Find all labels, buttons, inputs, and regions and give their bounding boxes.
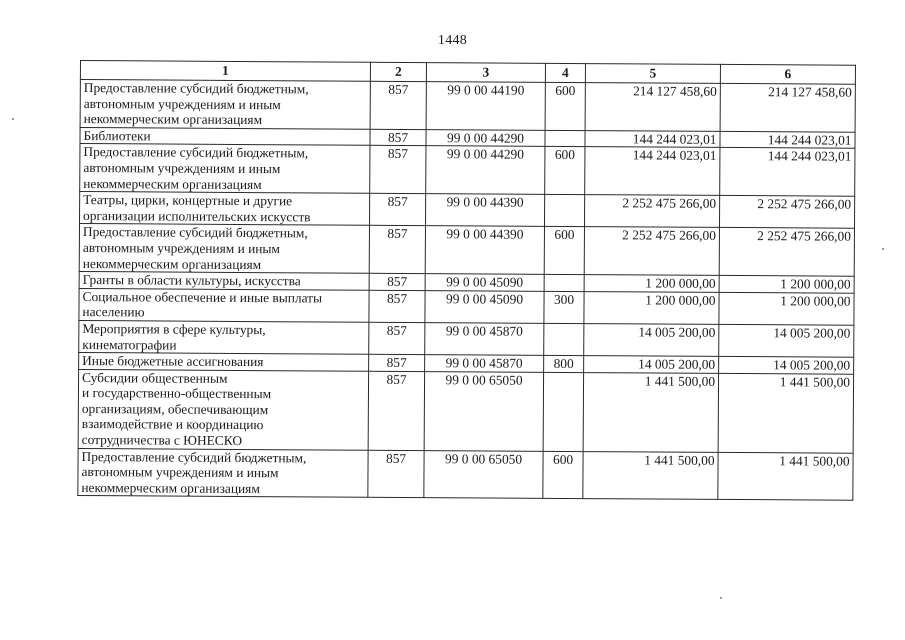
ministry-code-cell: 857 (369, 193, 425, 226)
row-name-cell (78, 369, 368, 450)
amount-col5-cell: 214 127 458,60 (585, 83, 720, 132)
target-code-cell: 99 0 00 45870 (425, 355, 544, 372)
row-name-line: Библиотеки (83, 127, 151, 144)
table-row (80, 80, 855, 133)
target-code-cell: 99 0 00 45090 (425, 274, 544, 291)
amount-col6-cell: 1 441 500,00 (718, 452, 853, 501)
row-name-cell (79, 272, 369, 290)
ministry-code-cell: 857 (370, 81, 426, 129)
amount-col5-cell: 2 252 475 266,00 (584, 195, 719, 228)
table-row (79, 320, 854, 357)
expense-type-cell (545, 130, 585, 147)
row-name-line: Гранты в области культуры, искусства (82, 272, 301, 289)
ministry-code-cell: 857 (369, 354, 425, 371)
header-cell-5: 5 (585, 64, 720, 84)
ministry-code-cell: 857 (368, 450, 424, 498)
target-code-cell: 99 0 00 44290 (426, 146, 545, 195)
ministry-code-cell: 857 (369, 273, 425, 290)
row-name-line: некоммерческим организациям (81, 479, 260, 496)
row-name-cell (78, 448, 368, 498)
expense-type-cell: 600 (543, 451, 583, 499)
scan-speck (12, 118, 14, 120)
row-name-line: населению (82, 304, 145, 320)
expense-type-cell (544, 274, 584, 291)
expense-type-cell: 600 (545, 82, 585, 130)
row-name-line: некоммерческим организациям (82, 255, 262, 272)
row-name-cell (80, 144, 370, 194)
target-code-cell: 99 0 00 44390 (425, 226, 544, 275)
row-name-line: организации исполнительских искусств (83, 207, 311, 225)
expense-type-cell: 800 (544, 355, 584, 372)
header-cell-3: 3 (426, 63, 545, 83)
row-name-line: Театры, цирки, концертные и другие (83, 192, 293, 209)
budget-table (77, 60, 856, 501)
table-row (79, 224, 854, 277)
row-name-cell (79, 353, 369, 371)
row-name-line: Предоставление субсидий бюджетным, (83, 144, 309, 161)
amount-col6-cell: 1 200 000,00 (719, 276, 854, 293)
row-name-line: Мероприятия в сфере культуры, (82, 320, 266, 338)
row-name-line: Предоставление субсидий бюджетным, (81, 448, 307, 466)
expense-type-cell: 600 (545, 147, 585, 195)
amount-col5-cell: 1 441 500,00 (583, 451, 718, 500)
table-body (78, 80, 856, 501)
row-name-line: организациям, обеспечивающим (81, 400, 269, 418)
row-name-line: некоммерческим организациям (83, 175, 262, 192)
ministry-code-cell: 857 (368, 371, 424, 450)
row-name-line: некоммерческим организациям (83, 111, 263, 128)
table-row (78, 369, 853, 453)
amount-col5-cell: 1 200 000,00 (584, 275, 719, 292)
row-name-line: Предоставление субсидий бюджетным, (82, 224, 308, 241)
amount-col6-cell: 14 005 200,00 (719, 324, 854, 357)
table-row (78, 448, 853, 501)
row-name-cell (79, 288, 369, 322)
row-name-line: Социальное обеспечение и иные выплаты (82, 288, 323, 306)
expense-type-cell (543, 372, 583, 451)
amount-col5-cell: 2 252 475 266,00 (584, 227, 719, 276)
amount-col6-cell: 14 005 200,00 (719, 357, 854, 374)
target-code-cell: 99 0 00 44190 (426, 82, 545, 131)
scan-speck (882, 248, 884, 250)
amount-col6-cell: 1 441 500,00 (718, 373, 853, 453)
expense-type-cell: 300 (544, 291, 584, 323)
row-name-cell (79, 320, 369, 354)
header-cell-2: 2 (370, 62, 426, 81)
page-number: 1448 (437, 33, 468, 48)
table-row (80, 144, 855, 197)
row-name-line: автономным учреждениям и иным (82, 239, 280, 257)
amount-col5-cell: 144 244 023,01 (585, 147, 720, 196)
amount-col6-cell: 144 244 023,01 (720, 131, 855, 148)
row-name-line: сотрудничества с ЮНЕСКО (81, 432, 243, 449)
amount-col5-cell: 1 441 500,00 (583, 372, 718, 452)
ministry-code-cell: 857 (369, 226, 425, 274)
row-name-line: и государственно-общественным (81, 385, 272, 402)
amount-col6-cell: 1 200 000,00 (719, 292, 854, 325)
amount-col6-cell: 2 252 475 266,00 (719, 196, 854, 229)
target-code-cell: 99 0 00 45870 (425, 323, 544, 356)
table-row (79, 288, 854, 325)
target-code-cell: 99 0 00 44290 (426, 129, 545, 146)
target-code-cell: 99 0 00 65050 (424, 450, 543, 499)
row-name-cell (80, 80, 370, 130)
row-name-line: взаимодействие и координацию (81, 416, 264, 433)
amount-col6-cell: 2 252 475 266,00 (719, 228, 854, 277)
amount-col5-cell: 144 244 023,01 (585, 130, 720, 147)
ministry-code-cell: 857 (370, 129, 426, 146)
target-code-cell: 99 0 00 44390 (425, 194, 544, 227)
row-name-line: Предоставление субсидий бюджетным, (83, 80, 309, 97)
row-name-line: Иные бюджетные ассигнования (82, 353, 264, 370)
row-name-line: кинематографии (82, 336, 177, 353)
row-name-line: Субсидии общественным (82, 369, 228, 386)
ministry-code-cell: 857 (369, 322, 425, 355)
header-cell-6: 6 (720, 64, 855, 84)
ministry-code-cell: 857 (369, 290, 425, 323)
target-code-cell: 99 0 00 65050 (424, 371, 543, 451)
amount-col5-cell: 1 200 000,00 (584, 291, 719, 324)
expense-type-cell (544, 323, 584, 355)
row-name-cell (79, 192, 369, 226)
amount-col6-cell: 144 244 023,01 (720, 148, 855, 197)
ministry-code-cell: 857 (370, 146, 426, 194)
row-name-line: автономным учреждениям и иным (81, 464, 279, 481)
amount-col5-cell: 14 005 200,00 (584, 323, 719, 356)
target-code-cell: 99 0 00 45090 (425, 290, 544, 323)
expense-type-cell (544, 194, 584, 226)
expense-type-cell: 600 (544, 227, 584, 275)
row-name-line: автономным учреждениям и иным (83, 159, 281, 177)
row-name-cell (79, 224, 369, 274)
header-cell-4: 4 (545, 63, 585, 82)
header-cell-1: 1 (80, 61, 370, 82)
amount-col5-cell: 14 005 200,00 (584, 356, 719, 373)
table-row (79, 192, 854, 229)
amount-col6-cell: 214 127 458,60 (720, 83, 855, 132)
scan-speck (720, 597, 722, 599)
row-name-line: автономным учреждениям и иным (83, 95, 281, 112)
row-name-cell (80, 127, 370, 145)
